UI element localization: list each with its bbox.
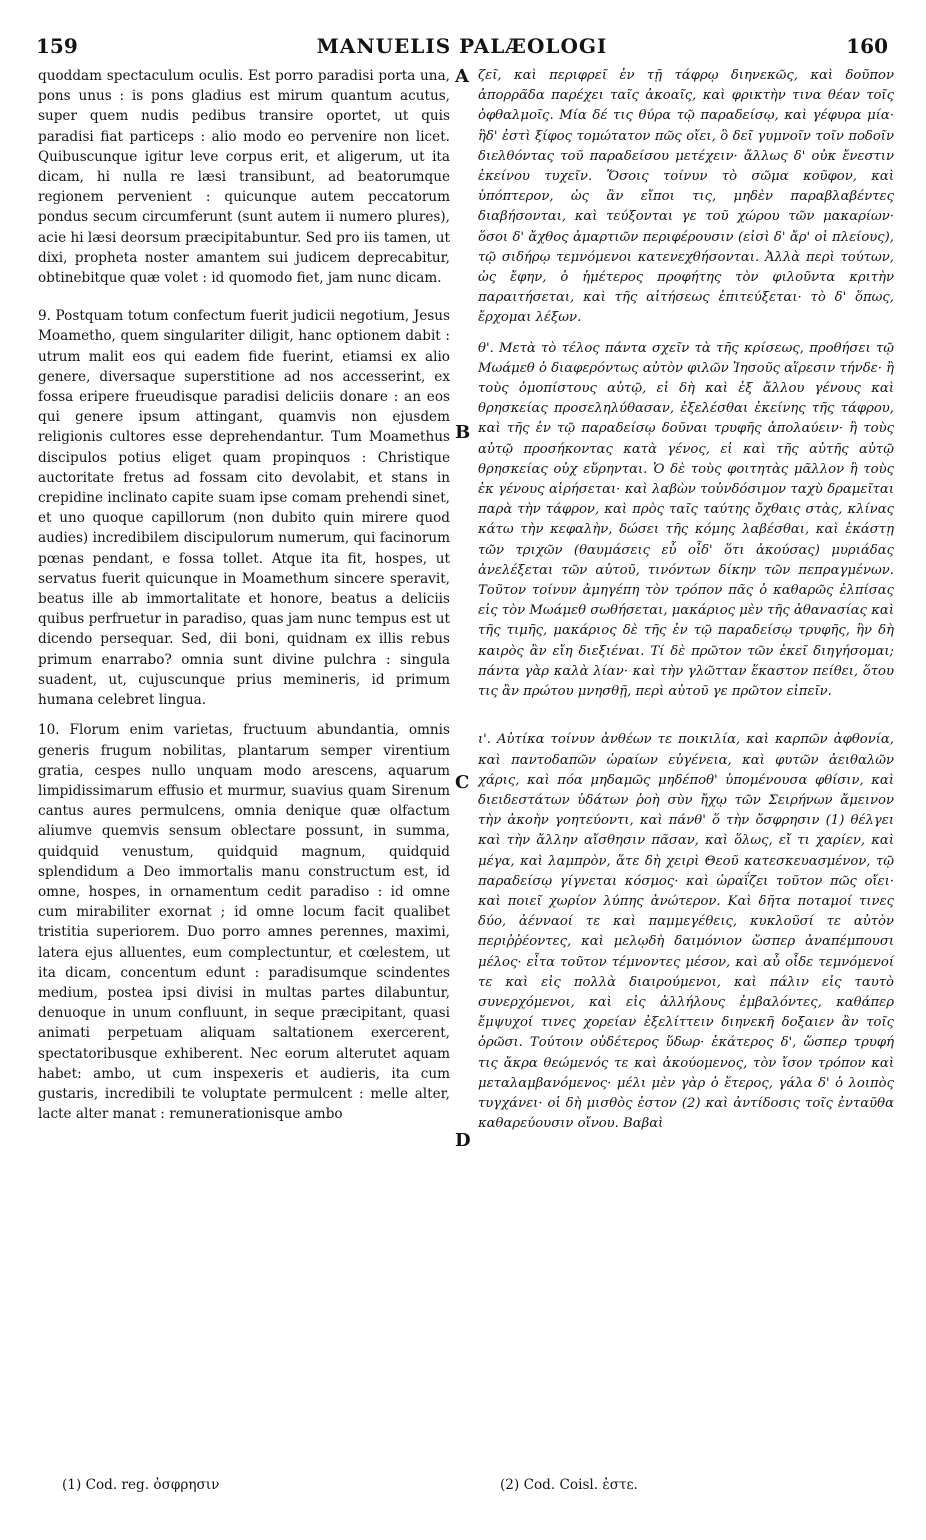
page-number-left: 159 — [36, 34, 78, 58]
margin-letter-d: D — [455, 1130, 471, 1151]
page-header — [36, 34, 888, 62]
page-number-right: 160 — [846, 34, 888, 58]
margin-letter-b: B — [455, 422, 471, 443]
greek-column — [478, 66, 894, 1134]
footnote-left: (1) Cod. reg. ὀσφρησιν — [62, 1477, 220, 1493]
latin-paragraph-10: 10. Florum enim varietas, fructuum abundantia, omnis generis frugum nobilitas, plantarum semper virentium gratia, cespes nullo unquam modo arescens, aquarum limpidissimarum effusio et murmur, suavius quam Sirenum cantus aures permulcens, omnia denique quæ olfactum aliumve quemvis sensum oblectare possunt, in summa, quidquid venustum, quidquid magnum, quidquid splendidum a Deo immortalis manu constructum est, id omne, hospes, in ornamentum cedit paradiso : id omne cum mirabiliter exornat ; id omne locum facit qualibet tristitia superiorem. Duo porro amnes perennes, maximi, latera ejus alluentes, eum complectuntur, et cœlestem, ut ita dicam, concentum edunt : paradisumque scindentes medium, postea ipsi divisi in multas partes dilabuntur, denuoque in unum confluunt, in seque præcipitant, quasi animati perpetuam aliquam saltationem exercerent, spectatoribusque exhiberent. Nec eorum alterutet aquam habet: ambo, ut cum inspexeris et audieris, ita cum gustaris, incredibili te voluptate permulcent : melle alter, lacte alter manat : remunerationisque ambo — [38, 722, 450, 1123]
greek-paragraph-10: ι'. Αὐτίκα τοίνυν ἀνθέων τε ποικιλία, καὶ καρπῶν ἀφθονία, καὶ παντοδαπῶν ὡραίων εὐγένεια, καὶ φυτῶν ἀειθαλῶν χάρις, καὶ πόα μηδαμῶς μηδέποθ' ὑπομένουσα φθίσιν, καὶ διειδεστάτων ὑδάτων ῥοὴ σὺν ἤχῳ τῶν Σειρήνων ἄμεινον τὴν ἀκοὴν γοητεύοντι, καὶ πάνθ' ὅ τὴν ὄσφρησιν (1) θέλγει καὶ τὴν ἄλλην αἴσθησιν πᾶσαν, καὶ ὅλως, εἴ τι χαρίεν, καὶ μέγα, καὶ λαμπρὸν, ἅτε δὴ χειρὶ Θεοῦ κατεσκευασμένον, τῷ παραδείσῳ γίγνεται κόσμος· καὶ ὡραΐζει τοῦτον πῶς οἴει· καὶ ποιεῖ χωρίον λύπης ἀνώτερον. Καὶ δῆτα ποταμοί τινες δύο, ἀένναοί τε καὶ παμμεγέθεις, κυκλοῦσί τε αὐτὸν περιῤῥέοντες, καὶ μελῳδὴ δαιμόνιον ὥσπερ ἀναπέμπουσι μέλος· εἶτα τοῦτον τέμνοντες μέσον, καὶ αὖ οἶδε τεμνόμενοί τε καὶ εἰς πολλὰ διαιρούμενοι, καὶ πάλιν εἰς ταυτὸ συνερχόμενοι, καὶ εἰς ἀλλήλους ἐμβαλόντες, καθάπερ ἔμψυχοί τινες χορείαν ἐξελίττειν διηνεκῆ δοξαιεν ἂν τοῖς ὁρῶσι. Τούτοιν οὐδέτερος ὕδωρ· ἑκάτερος δ', ὥσπερ τρυφή τις ἄκρα θεώμενός τε καὶ ἀκούομενος, τὸν ἴσον τρόπον καὶ μεταλαμβανόμενος· μέλι μὲν γὰρ ὁ ἕτερος, γάλα δ' ὁ λοιπὸς τυγχάνει· οἱ δὴ μισθὸς ἐστον (2) καὶ ἀντίδοσις τοῖς ἐνταῦθα καθαρεύουσιν οἴνου. Βαβαὶ — [478, 732, 894, 1132]
latin-paragraph-8-end: quoddam spectaculum oculis. Est porro paradisi porta una, pons unus : is pons gladius est mirum quantum acutus, super quem nudis pedibus transire oportet, ut quis paradisi fiat particeps : alio modo eo pervenire non licet. Quibuscunque igitur leve corpus erit, et aligerum, ut ita dicam, hi nulla re læsi transibunt, ad beatorumque regionem pervenient : quicunque autem peccatorum pondus secum circumferunt (sunt autem ii numero plures), acie hi læsi deorsum præcipitabuntur. Sed pro iis tamen, ut dixi, propheta noster amantem sui judicem deprecabitur, obtinebitque quæ volet : id quomodo fiet, jam nunc dicam. — [38, 68, 450, 287]
latin-column — [38, 66, 450, 1124]
greek-paragraph-8-end: ζεῖ, καὶ περιφρεῖ ἐν τῇ τάφρῳ διηνεκῶς, καὶ δοῦπον ἀπορρᾶδα παρέχει ταῖς ἀκοαῖς, καὶ φρικτὴν τινα θέαν τοῖς ὀφθαλμοῖς. Μία δέ τις θύρα τῷ παραδείσῳ, καὶ γέφυρα μία· ἣδ' ἐστὶ ξίφος τομώτατον πῶς οἴει, ὃ δεῖ γυμνοῖν τοῖν ποδοῖν διελθόντας τοῦ παραδείσου μετέχειν· ἄλλως δ' οὐκ ἔνεστιν ἐκείνου τυχεῖν. Ὅσοις τοίνυν τὸ σῶμα κοῦφον, καὶ ὑπόπτερον, ὡς ἂν εἴποι τις, μηδὲν παραβλαβέντες διαβήσονται, καὶ τεύξονται γε τοῦ χώρου τῶν μακαρίων· ὅσοι δ' ἄχθος ἁμαρτιῶν περιφέρουσιν (εἰσὶ δ' ἄρ' οἱ πλείους), τῷ σιδήρῳ τεμνόμενοι κατενεχθήσονται. Ἀλλὰ περὶ τούτων, ὡς ἔφην, ὁ ἡμέτερος προφήτης τὸν φιλοῦντα κριτὴν παραιτήσεται, καὶ τῆς αἰτήσεως ἐπιτεύξεται· τὸ δ' ὅπως, ἔρχομαι λέξων. — [478, 68, 894, 326]
latin-paragraph-9: 9. Postquam totum confectum fuerit judicii negotium, Jesus Moametho, quem singulariter diligit, hanc optionem dabit : utrum malit eos qui eadem fide fuerint, etiamsi ex alio genere, diversaque superstitione ad nos accesserint, ex fossa eripere frueudisque paradisi deliciis donare : an eos qui genere ipsum attingant, quamvis non ejusdem religionis cultores esse deprehendantur. Tum Moamethus discipulos potius eliget quam propinquos : Christique auctoritate fretus ad fossam cito devolabit, et stans in crepidine inclinato capite suam ipse comam prehendi sinet, et uno quoque capillorum (non dubito quin mirere quod audies) incredibilem discipulorum numerum, qui facinorum pœnas pendant, e fossa tollet. Atque ita fit, hospes, ut servatus fuerit quicunque in Moamethum sincere speravit, beatus ille ab immortalitate et honore, beatus a deliciis quibus perfruetur in paradiso, quas jam nunc tempus est ut dicendo persequar. Sed, dii boni, quidnam ex illis rebus primum enarrabo? omnia sunt divine pulchra : singula suadent, ut, cujuscunque prius memineris, id primum humana celebret lingua. — [38, 308, 450, 709]
margin-letter-c: C — [455, 772, 470, 793]
footnote-right: (2) Cod. Coisl. ἐστε. — [500, 1477, 638, 1493]
greek-paragraph-9: θ'. Μετὰ τὸ τέλος πάντα σχεῖν τὰ τῆς κρίσεως, προθήσει τῷ Μωάμεθ ὁ διαφερόντως αὐτὸν φιλῶν Ἰησοῦς αἵρεσιν τήνδε· ἢ τοὺς ὁμοπίστους αὐτῷ, εἰ δὴ καὶ ἐξ ἄλλου γένους καὶ θρησκείας προσεληλύθασαν, ἐξελέσθαι ἐκείνης τῆς τάφρου, καὶ τῆς ἐν τῷ παραδείσῳ δοῦναι τρυφῆς ἀπολαύειν· ἢ τοὺς αὐτῷ προσήκοντας κατὰ γένος, εἰ καὶ τῆς αὐτῆς αὐτῷ θρησκείας οὐχ εὕρηνται. Ὁ δὲ τοὺς φοιτητὰς μᾶλλον ἢ τοὺς ἐκ γένους αἱρήσεται· καὶ λαβὼν τοὐνδόσιμον ταχὺ δραμεῖται παρὰ τὴν τάφρον, καὶ πρὸς ταῖς ταύτης ὄχθαις στὰς, κλίνας κάτω τὴν κεφαλὴν, δώσει τῆς κόμης λαβέσθαι, καὶ ἑκάστῃ τῶν τριχῶν (θαυμάσεις εὖ οἶδ' ὅτι ἀκούσας) μυριάδας ἀνελέξεται τῶν αὐτοῦ, τινόντων δίκην τῶν πεπραγμένων. Τοῦτον τοίνυν ἀμηγέπη τὸν τρόπον πᾶς ὁ καθαρῶς ἐλπίσας εἰς τὸν Μωάμεθ σωθήσεται, μακάριος μὲν τῆς ἀθανασίας καὶ τῆς τιμῆς, μακάριος δὲ τῆς ἐν τῷ παραδείσῳ τρυφῆς, ἣν δὴ καιρὸς ἂν εἴη διεξιέναι. Τί δὲ πρῶτον τῶν ἐκεῖ διηγήσομαι; πάντα γὰρ καλὰ λίαν· καὶ τὴν γλῶτταν ἕκαστον πείθει, ὅτου τις ἂν πρώτου μνησθῇ, περὶ αὐτοῦ γε πρῶτον εἰπεῖν. — [478, 340, 894, 700]
running-title: MANUELIS PALÆOLOGI — [316, 34, 608, 58]
margin-letter-a: A — [455, 66, 469, 87]
